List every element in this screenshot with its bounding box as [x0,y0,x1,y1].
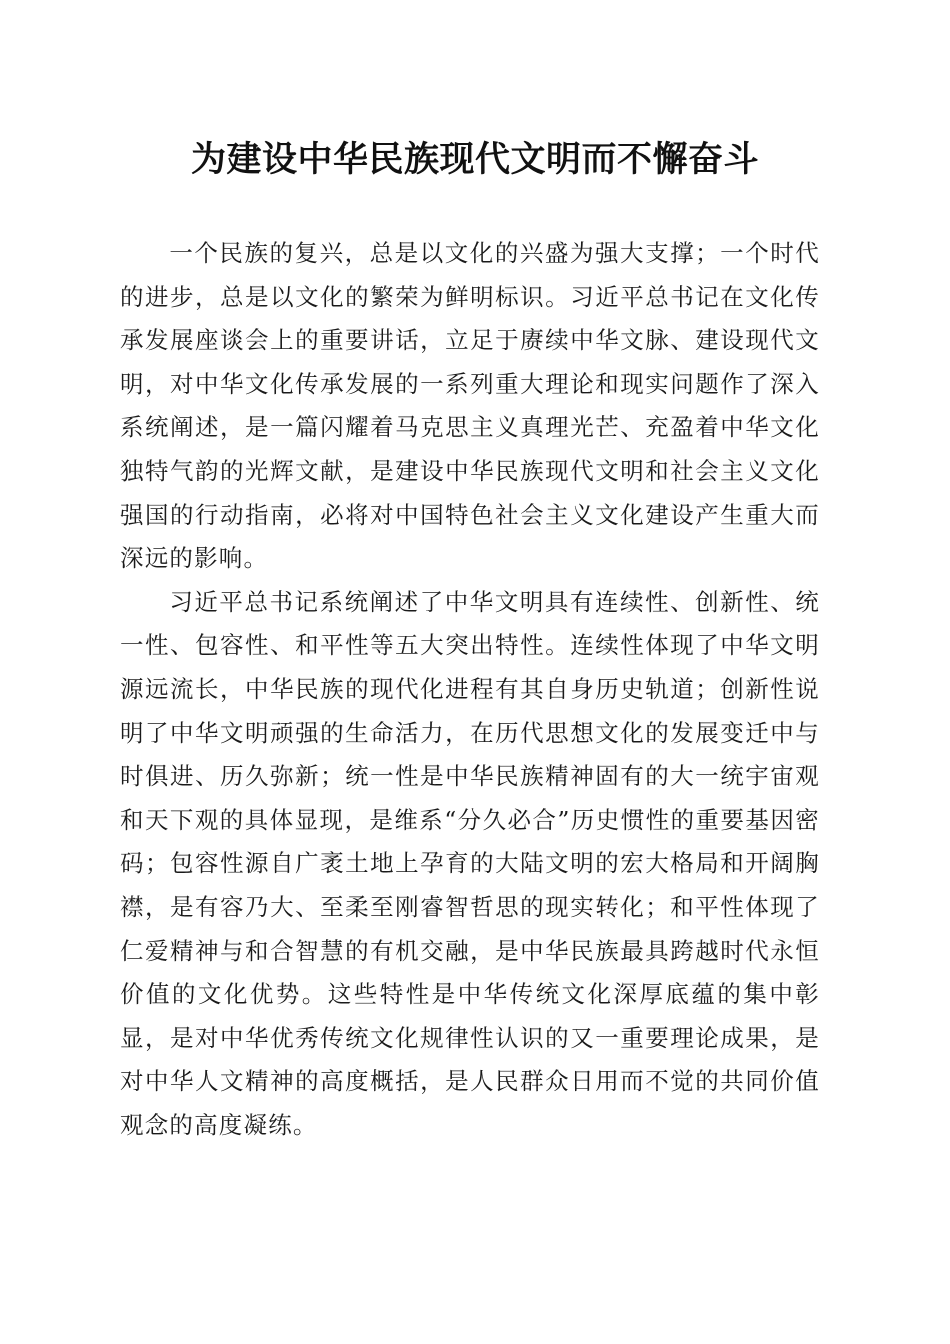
paragraph-1: 一个民族的复兴，总是以文化的兴盛为强大支撑；一个时代的进步，总是以文化的繁荣为鲜明标识。习近平总书记在文化传承发展座谈会上的重要讲话，立足于赓续中华文脉、建设现代文明，对中华文化传承发展的一系列重大理论和现实问题作了深入系统阐述，是一篇闪耀着马克思主义真理光芒、充盈着中华文化独特气韵的光辉文献，是建设中华民族现代文明和社会主义文化强国的行动指南，必将对中国特色社会主义文化建设产生重大而深远的影响。 [120,239,820,573]
document-body [120,232,820,1147]
document-title: 为建设中华民族现代文明而不懈奋斗 [190,139,759,180]
paragraph-2: 习近平总书记系统阐述了中华文明具有连续性、创新性、统一性、包容性、和平性等五大突出特性。连续性体现了中华文明源远流长，中华民族的现代化进程有其自身历史轨道；创新性说明了中华文明顽强的生命活力，在历代思想文化的发展变迁中与时俱进、历久弥新；统一性是中华民族精神固有的大一统宇宙观和天下观的具体显现，是维系“分久必合”历史惯性的重要基因密码；包容性源自广袤土地上孕育的大陆文明的宏大格局和开阔胸襟，是有容乃大、至柔至刚睿智哲思的现实转化；和平性体现了仁爱精神与和合智慧的有机交融，是中华民族最具跨越时代永恒价值的文化优势。这些特性是中华传统文化深厚底蕴的集中彰显，是对中华优秀传统文化规律性认识的又一重要理论成果，是对中华人文精神的高度概括，是人民群众日用而不觉的共同价值观念的高度凝练。 [120,587,820,1139]
